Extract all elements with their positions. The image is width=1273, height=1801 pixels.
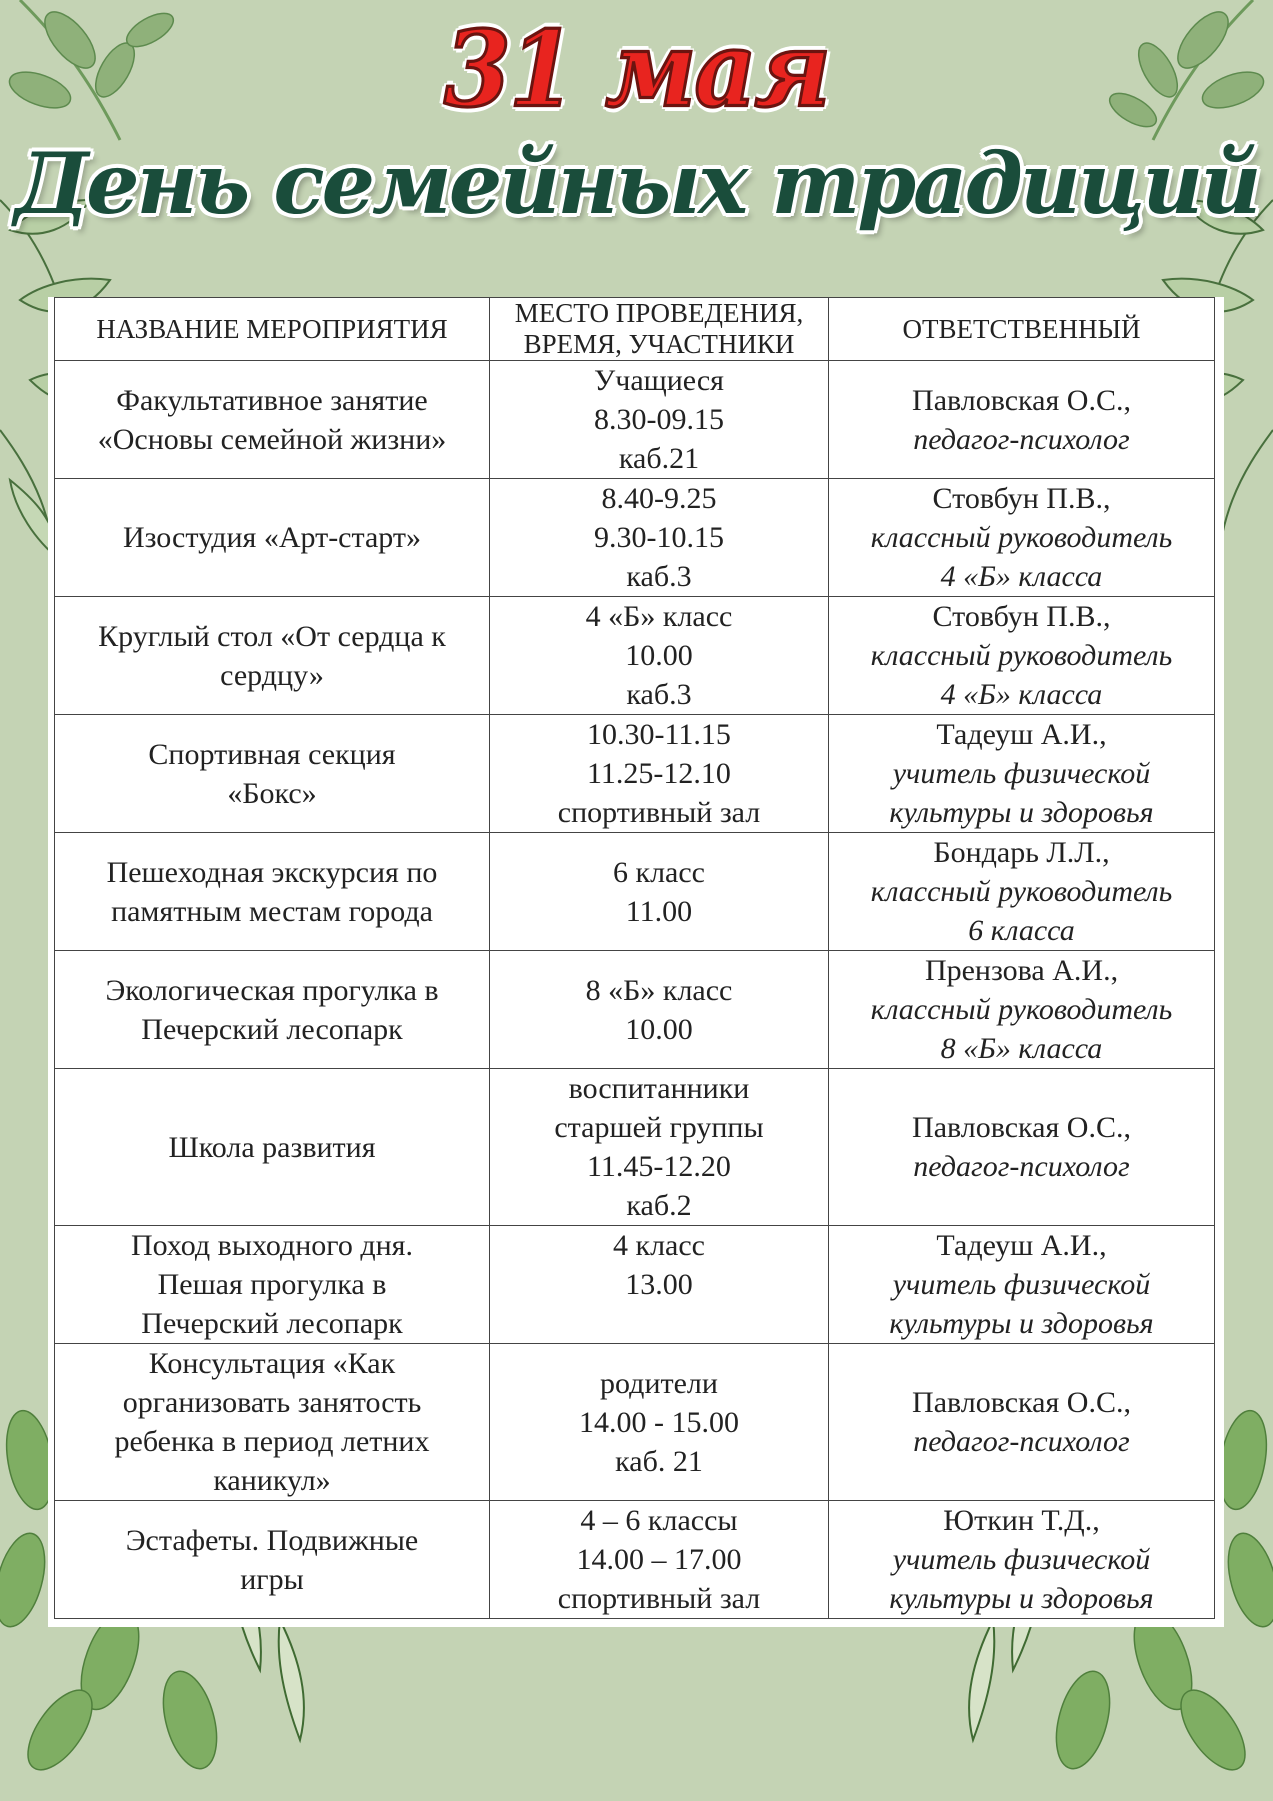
event-cell-line: Спортивная секция bbox=[148, 737, 396, 771]
event-cell bbox=[55, 1344, 490, 1501]
responsible-role: 4 «Б» класса bbox=[940, 560, 1103, 593]
place-cell-line: 4 «Б» класс bbox=[585, 600, 733, 633]
responsible-name: Тадеуш А.И., bbox=[936, 718, 1107, 751]
responsible-role: учитель физической bbox=[892, 1268, 1151, 1301]
responsible-role: педагог-психолог bbox=[913, 1150, 1130, 1183]
responsible-name: Юткин Т.Д., bbox=[943, 1504, 1100, 1537]
place-cell-line: каб. 21 bbox=[615, 1444, 703, 1478]
responsible-cell bbox=[829, 1501, 1215, 1619]
table-row bbox=[55, 951, 1215, 1069]
event-cell-line: «Основы семейной жизни» bbox=[97, 422, 447, 456]
responsible-cell bbox=[829, 1344, 1215, 1501]
table-row bbox=[55, 361, 1215, 479]
event-cell-line: памятным местам города bbox=[111, 894, 433, 928]
place-cell-line: 11.00 bbox=[625, 894, 693, 928]
table-header-row bbox=[55, 298, 1215, 361]
responsible-cell bbox=[829, 1069, 1215, 1226]
event-cell-line: Печерский лесопарк bbox=[141, 1012, 403, 1046]
place-cell-line: каб.3 bbox=[626, 678, 692, 711]
table-row bbox=[55, 1344, 1215, 1501]
event-cell-line: Печерский лесопарк bbox=[141, 1307, 403, 1340]
responsible-cell bbox=[829, 597, 1215, 715]
responsible-cell bbox=[829, 951, 1215, 1069]
place-cell-line: 6 класс bbox=[613, 855, 705, 889]
responsible-role: 8 «Б» класса bbox=[940, 1032, 1103, 1065]
table-row bbox=[55, 715, 1215, 833]
place-cell-line: старшей группы bbox=[554, 1111, 764, 1144]
responsible-role: 4 «Б» класса bbox=[940, 678, 1103, 711]
event-cell-line: ребенка в период летних bbox=[114, 1425, 430, 1458]
place-cell bbox=[490, 833, 829, 951]
responsible-cell bbox=[829, 1226, 1215, 1344]
place-cell-line: 4 – 6 классы bbox=[580, 1504, 738, 1537]
event-cell bbox=[55, 715, 490, 833]
table-row bbox=[55, 1069, 1215, 1226]
event-cell bbox=[55, 833, 490, 951]
place-cell bbox=[490, 479, 829, 597]
responsible-role: классный руководитель bbox=[870, 639, 1173, 672]
place-cell-line: спортивный зал bbox=[557, 1582, 761, 1615]
event-cell-line: Пешеходная экскурсия по bbox=[106, 855, 438, 889]
responsible-cell bbox=[829, 479, 1215, 597]
place-cell-line: Учащиеся bbox=[594, 364, 724, 397]
event-cell-line: Пешая прогулка в bbox=[157, 1268, 387, 1301]
event-cell-line: «Бокс» bbox=[227, 776, 317, 810]
event-cell-line: Изостудия «Арт-старт» bbox=[122, 521, 422, 554]
responsible-cell bbox=[829, 361, 1215, 479]
responsible-name: Бондарь Л.Л., bbox=[933, 836, 1110, 869]
responsible-name: Павловская О.С., bbox=[912, 1386, 1131, 1419]
place-cell-line: 8.40-9.25 bbox=[601, 482, 717, 515]
place-cell bbox=[490, 1069, 829, 1226]
event-cell-line: организовать занятость bbox=[122, 1386, 422, 1419]
place-cell-line: 14.00 - 15.00 bbox=[579, 1405, 739, 1439]
event-cell-line: игры bbox=[240, 1562, 304, 1596]
place-cell-line: родители bbox=[600, 1366, 718, 1400]
place-cell-line: каб.2 bbox=[626, 1189, 692, 1222]
event-cell-line: каникул» bbox=[213, 1464, 331, 1497]
place-cell-line: 9.30-10.15 bbox=[594, 521, 724, 554]
event-cell bbox=[55, 951, 490, 1069]
responsible-role: культуры и здоровья bbox=[889, 796, 1154, 829]
place-cell-line bbox=[494, 1304, 824, 1343]
responsible-name: Прензова А.И., bbox=[924, 954, 1119, 987]
table-row bbox=[55, 597, 1215, 715]
responsible-cell bbox=[829, 715, 1215, 833]
schedule-table bbox=[54, 297, 1215, 1619]
event-cell-line: Факультативное занятие bbox=[116, 383, 428, 417]
responsible-cell bbox=[829, 833, 1215, 951]
table-row bbox=[55, 1226, 1215, 1344]
place-cell-line: воспитанники bbox=[568, 1072, 750, 1105]
place-cell-line: спортивный зал bbox=[557, 796, 761, 829]
table-row bbox=[55, 479, 1215, 597]
place-cell-line: 10.30-11.15 bbox=[587, 718, 731, 751]
place-cell bbox=[490, 1344, 829, 1501]
place-cell-line: каб.21 bbox=[618, 442, 700, 475]
place-cell-line: 11.45-12.20 bbox=[587, 1150, 731, 1183]
event-cell-line: сердцу» bbox=[220, 658, 324, 692]
event-cell-line: Экологическая прогулка в bbox=[105, 973, 439, 1007]
responsible-role: культуры и здоровья bbox=[889, 1582, 1154, 1615]
table-row bbox=[55, 1501, 1215, 1619]
place-cell bbox=[490, 597, 829, 715]
responsible-role: классный руководитель bbox=[870, 993, 1173, 1026]
place-cell bbox=[490, 1226, 829, 1344]
event-cell bbox=[55, 1226, 490, 1344]
date-title: 31 мая bbox=[444, 8, 829, 131]
event-cell bbox=[55, 361, 490, 479]
event-cell-line: Эстафеты. Подвижные bbox=[125, 1523, 419, 1557]
event-cell bbox=[55, 597, 490, 715]
responsible-role: учитель физической bbox=[892, 757, 1151, 790]
event-cell-line: Консультация «Как bbox=[148, 1347, 396, 1380]
responsible-name: Тадеуш А.И., bbox=[936, 1229, 1107, 1262]
place-cell-line: 8.30-09.15 bbox=[594, 403, 724, 436]
place-cell-line: 14.00 – 17.00 bbox=[576, 1543, 742, 1576]
place-cell bbox=[490, 951, 829, 1069]
responsible-role: 6 класса bbox=[968, 914, 1075, 947]
responsible-role: педагог-психолог bbox=[913, 1425, 1130, 1458]
event-cell bbox=[55, 1069, 490, 1226]
column-header-place: МЕСТО ПРОВЕДЕНИЯ, ВРЕМЯ, УЧАСТНИКИ bbox=[490, 298, 829, 361]
event-cell-line: Школа развития bbox=[168, 1130, 376, 1164]
event-cell bbox=[55, 479, 490, 597]
responsible-role: педагог-психолог bbox=[913, 422, 1130, 456]
place-cell-line: 13.00 bbox=[625, 1268, 693, 1301]
place-cell-line: 10.00 bbox=[625, 1012, 693, 1046]
responsible-name: Стовбун П.В., bbox=[932, 600, 1111, 633]
place-cell bbox=[490, 361, 829, 479]
responsible-role: классный руководитель bbox=[870, 875, 1173, 908]
responsible-role: учитель физической bbox=[892, 1543, 1151, 1576]
column-header-event: НАЗВАНИЕ МЕРОПРИЯТИЯ bbox=[55, 298, 490, 361]
event-cell-line: Поход выходного дня. bbox=[131, 1229, 413, 1262]
page-title: День семейных традиций bbox=[14, 134, 1259, 233]
responsible-name: Павловская О.С., bbox=[912, 383, 1131, 417]
table-row bbox=[55, 833, 1215, 951]
place-cell-line: 10.00 bbox=[625, 639, 693, 672]
place-cell-line: 8 «Б» класс bbox=[585, 973, 733, 1007]
place-cell-line: 4 класс bbox=[613, 1229, 705, 1262]
place-cell-line: каб.3 bbox=[626, 560, 692, 593]
column-header-responsible: ОТВЕТСТВЕННЫЙ bbox=[829, 298, 1215, 361]
responsible-role: культуры и здоровья bbox=[889, 1307, 1154, 1340]
place-cell bbox=[490, 715, 829, 833]
place-cell-line: 11.25-12.10 bbox=[587, 757, 731, 790]
place-cell bbox=[490, 1501, 829, 1619]
responsible-name: Павловская О.С., bbox=[912, 1111, 1131, 1144]
event-cell-line: Круглый стол «От сердца к bbox=[98, 619, 446, 653]
event-cell bbox=[55, 1501, 490, 1619]
responsible-name: Стовбун П.В., bbox=[932, 482, 1111, 515]
responsible-role: классный руководитель bbox=[870, 521, 1173, 554]
